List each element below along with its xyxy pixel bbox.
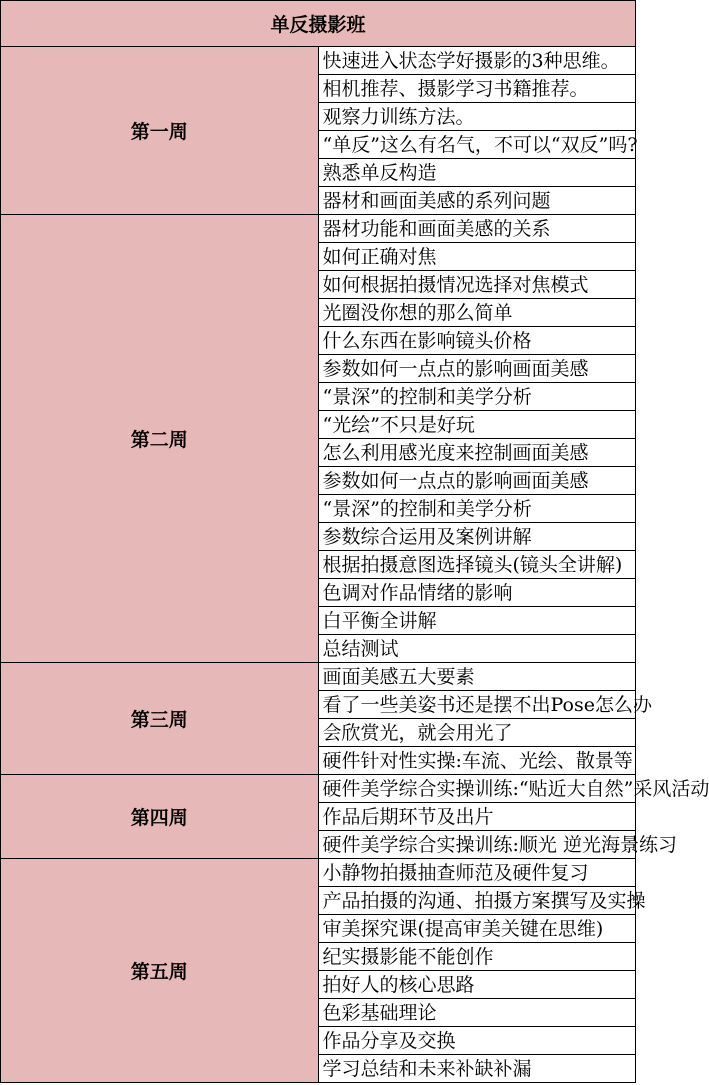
topic-cell: 根据拍摄意图选择镜头(镜头全讲解) [318, 551, 636, 579]
topic-cell: 色调对作品情绪的影响 [318, 579, 636, 607]
topic-cell: “光绘”不只是好玩 [318, 411, 636, 439]
table-row [1, 663, 636, 691]
week-label: 第四周 [1, 775, 319, 859]
topic-cell: 小静物拍摄抽查师范及硬件复习 [318, 859, 636, 887]
topic-cell: 熟悉单反构造 [318, 159, 636, 187]
topic-cell: 如何正确对焦 [318, 243, 636, 271]
topic-cell: 拍好人的核心思路 [318, 971, 636, 999]
topic-cell: 会欣赏光，就会用光了 [318, 719, 636, 747]
title-row [1, 1, 636, 47]
topic-cell: 学习总结和未来补缺补漏 [318, 1055, 636, 1083]
topic-cell: 硬件针对性实操:车流、光绘、散景等 [318, 747, 636, 775]
topic-cell: “景深”的控制和美学分析 [318, 495, 636, 523]
topic-cell: 产品拍摄的沟通、拍摄方案撰写及实操 [318, 887, 636, 915]
course-title: 单反摄影班 [1, 1, 636, 47]
topic-cell: 画面美感五大要素 [318, 663, 636, 691]
topic-cell: 参数如何一点点的影响画面美感 [318, 355, 636, 383]
topic-cell: 看了一些美姿书还是摆不出Pose怎么办 [318, 691, 636, 719]
week-label: 第三周 [1, 663, 319, 775]
topic-cell: 如何根据拍摄情况选择对焦模式 [318, 271, 636, 299]
topic-cell: “景深”的控制和美学分析 [318, 383, 636, 411]
topic-cell: 怎么利用感光度来控制画面美感 [318, 439, 636, 467]
week-label: 第五周 [1, 859, 319, 1083]
topic-cell: 色彩基础理论 [318, 999, 636, 1027]
topic-cell: 参数综合运用及案例讲解 [318, 523, 636, 551]
table-row [1, 775, 636, 803]
week-label: 第一周 [1, 47, 319, 215]
topic-cell: “单反”这么有名气，不可以“双反”吗? [318, 131, 636, 159]
topic-cell: 快速进入状态学好摄影的3种思维。 [318, 47, 636, 75]
table-row [1, 47, 636, 75]
topic-cell: 器材功能和画面美感的关系 [318, 215, 636, 243]
topic-cell: 观察力训练方法。 [318, 103, 636, 131]
topic-cell: 器材和画面美感的系列问题 [318, 187, 636, 215]
topic-cell: 硬件美学综合实操训练:“贴近大自然”采风活动 [318, 775, 636, 803]
topic-cell: 纪实摄影能不能创作 [318, 943, 636, 971]
topic-cell: 参数如何一点点的影响画面美感 [318, 467, 636, 495]
topic-cell: 什么东西在影响镜头价格 [318, 327, 636, 355]
topic-cell: 作品后期环节及出片 [318, 803, 636, 831]
week-label: 第二周 [1, 215, 319, 663]
topic-cell: 作品分享及交换 [318, 1027, 636, 1055]
schedule-body [1, 1, 709, 1083]
table-row [1, 215, 636, 243]
topic-cell: 白平衡全讲解 [318, 607, 636, 635]
topic-cell: 光圈没你想的那么简单 [318, 299, 636, 327]
topic-cell: 硬件美学综合实操训练:顺光 逆光海景练习 [318, 831, 636, 859]
topic-cell: 总结测试 [318, 635, 636, 663]
topic-cell: 相机推荐、摄影学习书籍推荐。 [318, 75, 636, 103]
table-row [1, 859, 636, 887]
topic-cell: 审美探究课(提高审美关键在思维) [318, 915, 636, 943]
